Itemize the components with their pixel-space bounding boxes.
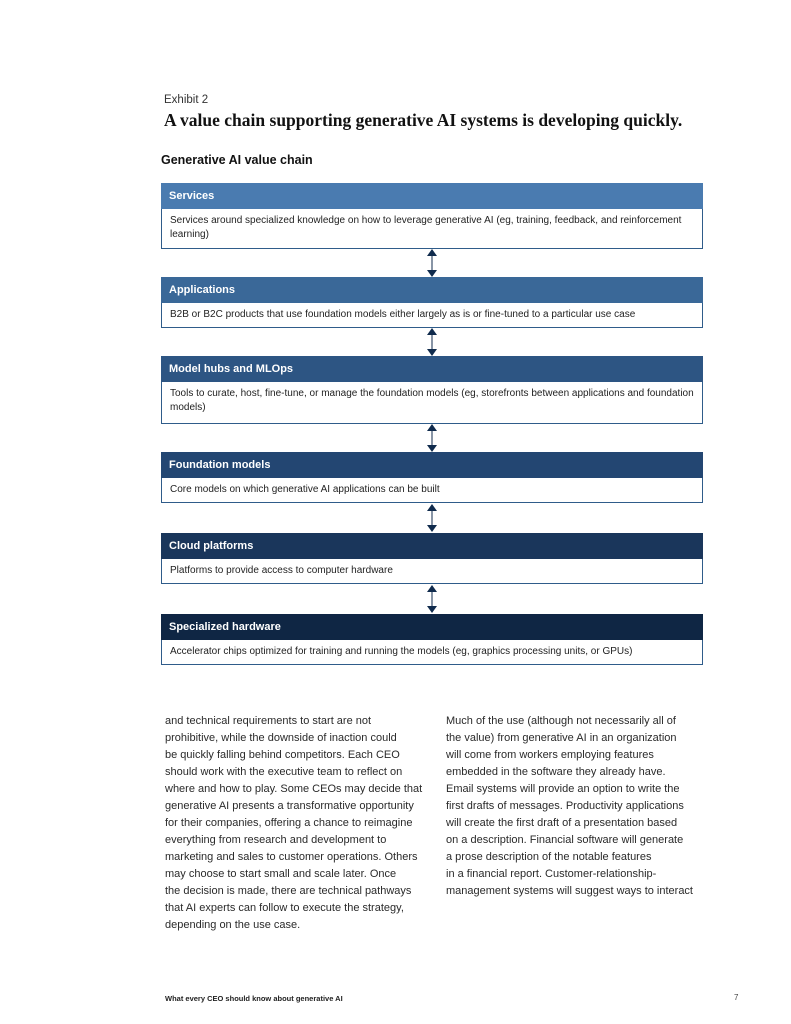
- layer-description: Tools to curate, host, fine-tune, or manage the foundation models (eg, storefronts between applications and foundation models): [161, 382, 703, 424]
- layer-model-hubs: [161, 356, 703, 424]
- layer-header: Specialized hardware: [161, 614, 703, 640]
- bidirectional-arrow-icon: [426, 424, 438, 452]
- layer-description: Core models on which generative AI applications can be built: [161, 478, 703, 503]
- layer-header: Foundation models: [161, 452, 703, 478]
- body-text: and technical requirements to start are not prohibitive, while the downside of inaction could be quickly falling behind competitors. Each CEO should work with the executive team to reflect on where and how to play. Some CEOs may decide that generative AI presents a transformative opportunity for their companies, offering a chance to reimagine everything from research and development to marketing and sales to customer operations. Others may choose to start small and scale later. Once the decision is made, there are technical pathways that AI experts can follow to execute the strategy, depending on the use case.: [165, 715, 423, 931]
- body-right-column: [446, 713, 714, 900]
- page-number: 7: [734, 993, 739, 1002]
- bidirectional-arrow-icon: [426, 328, 438, 356]
- bidirectional-arrow-icon: [426, 504, 438, 532]
- layer-description: Accelerator chips optimized for training and running the models (eg, graphics processing units, or GPUs): [161, 640, 703, 665]
- layer-specialized-hardware: [161, 614, 703, 665]
- footer-title: What every CEO should know about generative AI: [165, 994, 343, 1003]
- bidirectional-arrow-icon: [426, 585, 438, 613]
- layer-cloud-platforms: [161, 533, 703, 584]
- layer-applications: [161, 277, 703, 328]
- body-text: Much of the use (although not necessarily all of the value) from generative AI in an organization will come from workers employing features embedded in the software they already have. Email systems will provide an option to write the first drafts of messages. Productivity applications will create the first draft of a presentation based on a description. Financial software will generate a prose description of the notable features in a financial report. Customer-relationship- management systems will suggest ways to interact: [446, 715, 693, 897]
- exhibit-label: Exhibit 2: [164, 94, 209, 106]
- layer-services: [161, 183, 703, 249]
- layer-description: Platforms to provide access to computer hardware: [161, 559, 703, 584]
- chart-title: Generative AI value chain: [161, 153, 313, 167]
- body-left-column: [165, 713, 433, 934]
- exhibit-title: A value chain supporting generative AI systems is developing quickly.: [164, 110, 683, 130]
- layer-header: Model hubs and MLOps: [161, 356, 703, 382]
- layer-header: Cloud platforms: [161, 533, 703, 559]
- layer-description: B2B or B2C products that use foundation models either largely as is or fine-tuned to a particular use case: [161, 303, 703, 328]
- layer-header: Services: [161, 183, 703, 209]
- layer-description: Services around specialized knowledge on how to leverage generative AI (eg, training, feedback, and reinforcement learning): [161, 209, 703, 249]
- bidirectional-arrow-icon: [426, 249, 438, 277]
- layer-foundation-models: [161, 452, 703, 503]
- layer-header: Applications: [161, 277, 703, 303]
